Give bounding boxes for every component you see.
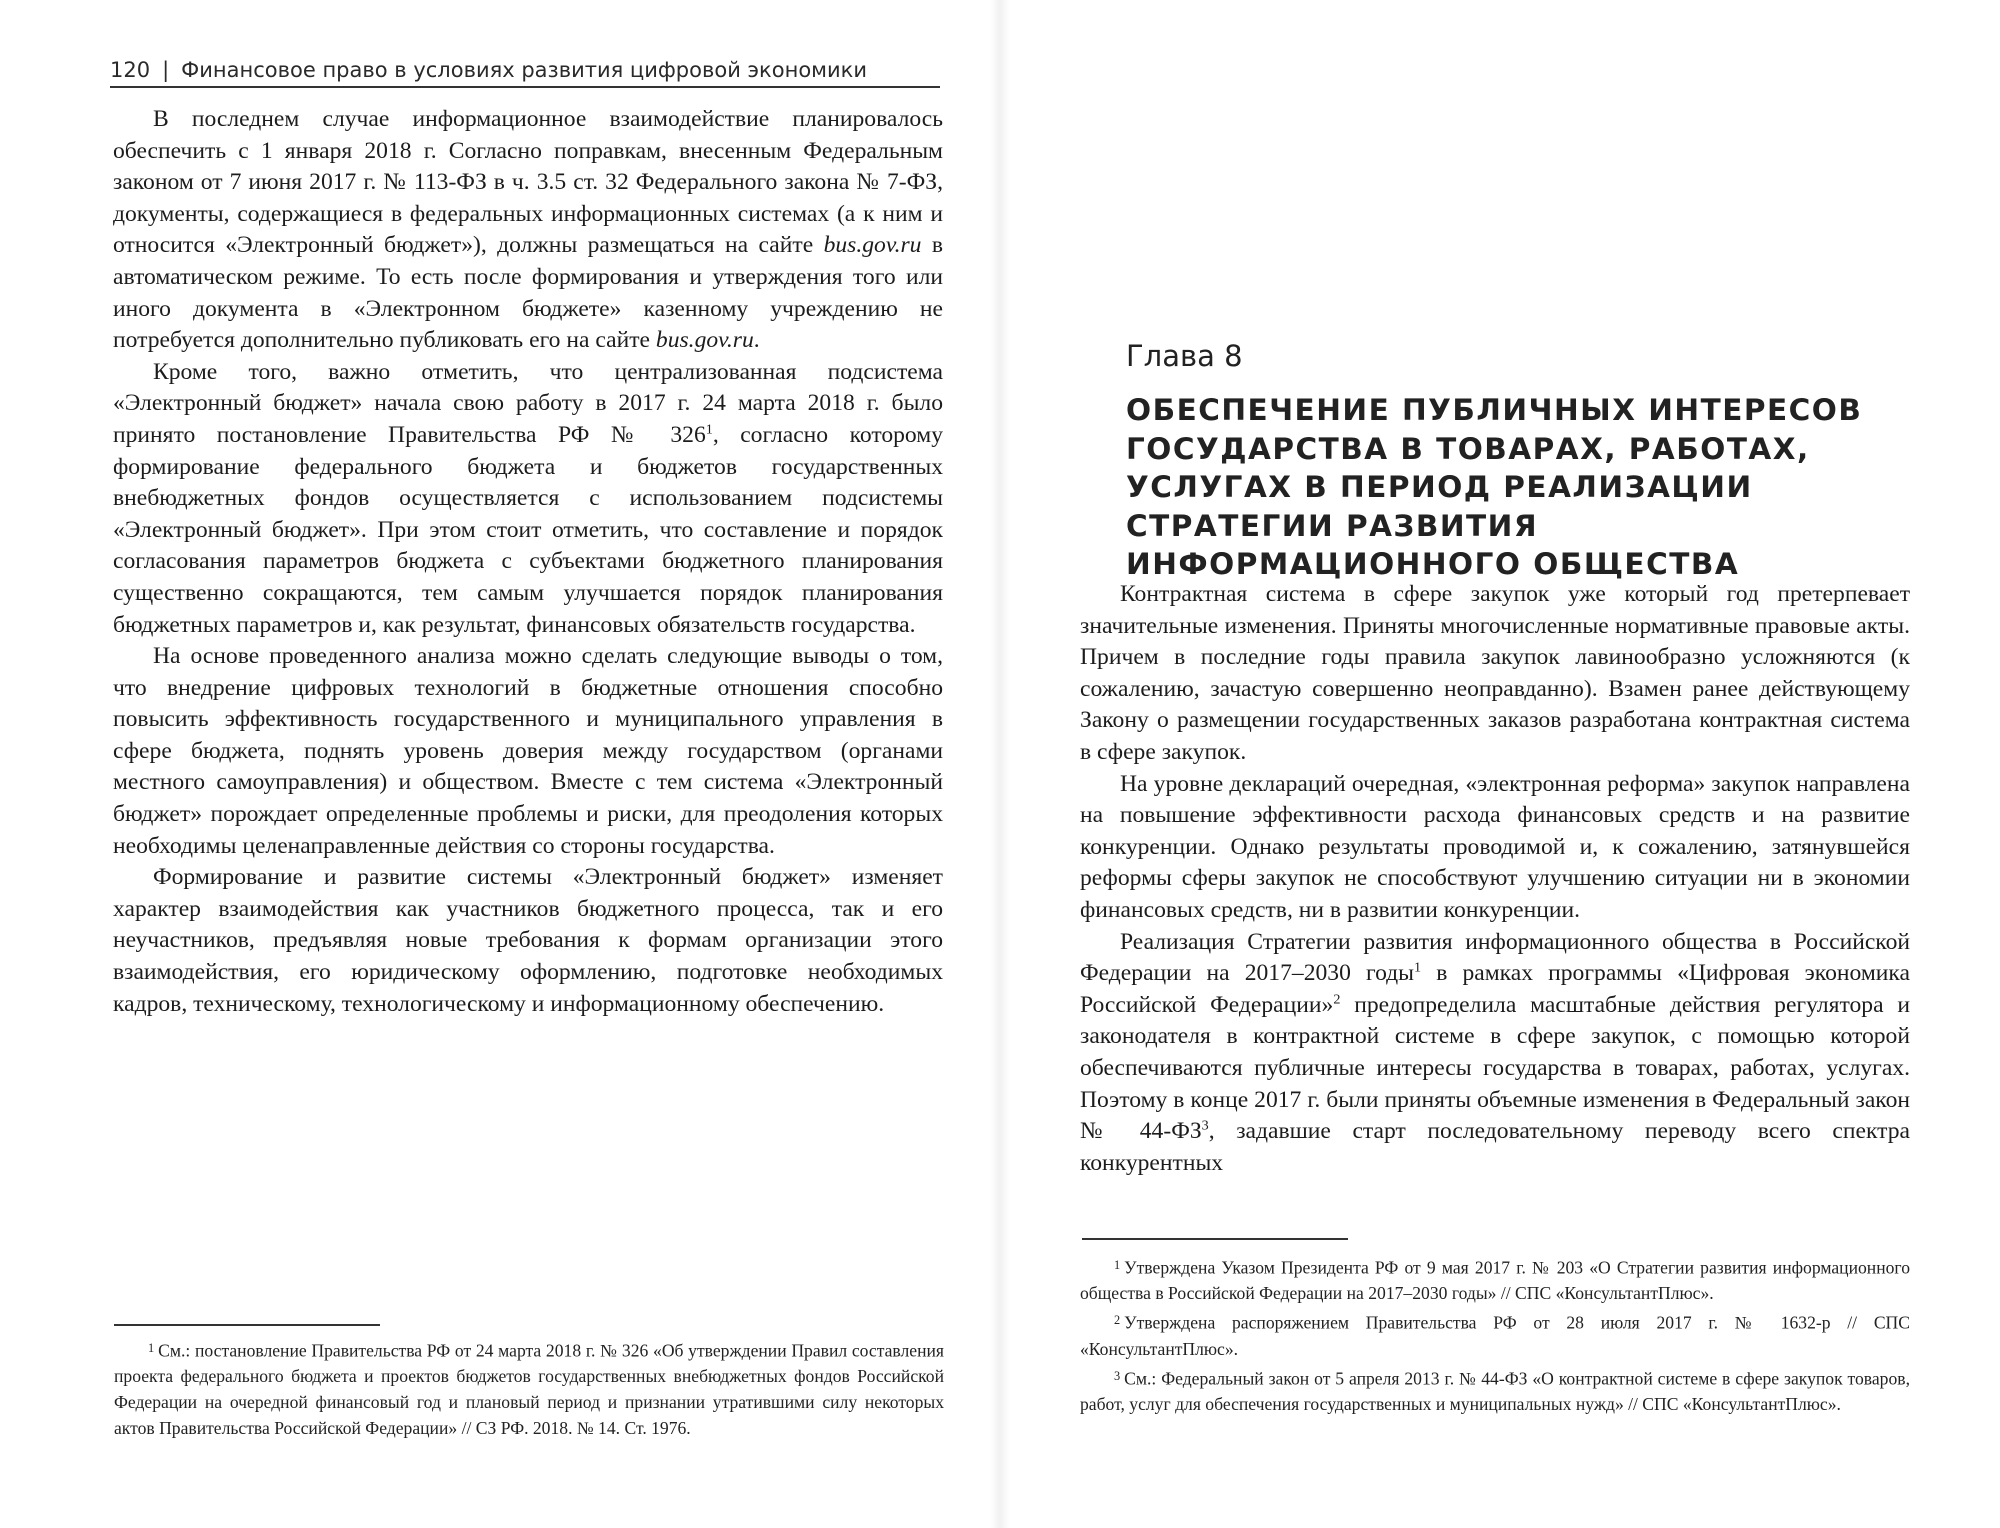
paragraph: Кроме того, важно отметить, что централизованная подсистема «Электронный бюджет» начала свою работу в 2017 г. 24 марта 2018 г. было принято постановление Правительства РФ № $326^1$, согласно которому формирование федерального бюджета и бюджетов государственных внебюджетных фондов осуществляется с использованием подсистемы «Электронный бюджет». При этом стоит отметить, что составление и порядок согласования параметров бюджета с субъектами бюджетного планирования существенно сокращаются, тем самым улучшается порядок планирования бюджетных параметров и, как результат, финансовых обязательств государства.: [113, 358, 943, 638]
header-separator: |: [162, 58, 170, 82]
paragraph: Реализация Стратегии развития информационного общества в Российской Федерации на 2017–2030 годы$^1$ в рамках программы «Цифровая экономика Российской Федерации»$^2$ предопределила масштабные действия регулятора и законодателя в контрактной системе в сфере закупок, с помощью которой обеспечиваются публичные интересы государства в товарах, работах, услугах. Поэтому в конце 2017 г. были приняты объемные изменения в Федеральный закон № $44-ФЗ^3$, задавшие старт последовательному переводу всего спектра конкурентных: [1080, 928, 1910, 1176]
footnote-mark: 2: [1114, 1313, 1121, 1328]
footnote-ref: 1: [1414, 959, 1422, 976]
right-page: [1000, 0, 2000, 1528]
right-body-text: [1080, 579, 1910, 1179]
footnote-mark: 3: [1114, 1368, 1121, 1383]
footnote-mark: 1: [1114, 1258, 1121, 1272]
paragraph: На основе проведенного анализа можно сделать следующие выводы о том, что внедрение цифровых технологий в бюджетные отношения способно повысить эффективность государственного и муниципального управления в сфере бюджета, поднять уровень доверия между государством (органами местного самоуправления) и обществом. Вместе с тем система «Электронный бюджет» порождает определенные проблемы и риски, для преодоления которых необходимы целенаправленные действия со стороны государства.: [113, 643, 943, 859]
footnote-mark: 1: [148, 1341, 155, 1355]
running-head: [110, 58, 940, 82]
header-rule: [110, 86, 940, 88]
footnote: $^2$ Утверждена распоряжением Правительства РФ от 28 июля 2017 г. № 1632-р // СПС «КонсультантПлюс».: [1080, 1312, 1910, 1359]
left-footnotes: [114, 1335, 944, 1442]
footnote-rule: [114, 1324, 380, 1326]
footnote-ref: 2: [1333, 991, 1341, 1008]
footnote: $^1$ Утверждена Указом Президента РФ от 9 мая 2017 г. № 203 «О Стратегии развития информационного общества в Российской Федерации на 2017–2030 годы» // СПС «КонсультантПлюс».: [1080, 1257, 1910, 1304]
right-footnotes: [1080, 1252, 1910, 1418]
paragraph: Контрактная система в сфере закупок уже который год претерпевает значительные изменения. Приняты многочисленные нормативные правовые акты. Причем в последние годы правила закупок лавинообразно усложняются (к сожалению, зачастую совершенно неоправданно). Взамен ранее действующему Закону о размещении государственных заказов разработана контрактная система в сфере закупок.: [1080, 581, 1910, 765]
paragraph: На уровне деклараций очередная, «электронная реформа» закупок направлена на повышение эффективности расхода финансовых средств и на развитие конкуренции. Однако результаты проводимой и, к сожалению, затянувшейся реформы сферы закупок не способствуют улучшению ситуации ни в экономии финансовых средств, ни в развитии конкуренции.: [1080, 770, 1910, 923]
footnote-ref: 3: [1201, 1117, 1209, 1134]
page-number: 120: [110, 58, 151, 82]
paragraph: Формирование и развитие системы «Электронный бюджет» изменяет характер взаимодействия как участников бюджетного процесса, так и его неучастников, предъявляя новые требования к формам организации этого взаимодействия, его юридическому оформлению, подготовке необходимых кадров, техническому, технологическому и информационному обеспечению.: [113, 864, 943, 1017]
footnote: $^1$ См.: постановление Правительства РФ от 24 марта 2018 г. № 326 «Об утверждении Правил составления проекта федерального бюджета и проектов бюджетов государственных внебюджетных фондов Российской Федерации на очередной финансовый год и плановый период и признании утратившими силу некоторых актов Правительства Российской Федерации» // СЗ РФ. 2018. № 14. Ст. 1976.: [114, 1340, 944, 1439]
footnote: $^3$ См.: Федеральный закон от 5 апреля 2013 г. № 44-ФЗ «О контрактной системе в сфере закупок товаров, работ, услуг для обеспечения государственных и муниципальных нужд» // СПС «КонсультантПлюс».: [1080, 1367, 1910, 1414]
footnote-rule: [1082, 1238, 1348, 1240]
book-title: Финансовое право в условиях развития цифровой экономики: [181, 58, 867, 82]
chapter-label: Глава 8: [1126, 339, 1243, 373]
paragraph: В последнем случае информационное взаимодействие планировалось обеспечить с 1 января 2018 г. Согласно поправкам, внесенным Федеральным законом от 7 июня 2017 г. № 113-ФЗ в ч. 3.5 ст. 32 Федерального закона № 7-ФЗ, документы, содержащиеся в федеральных информационных системах (а к ним и относится «Электронный бюджет»), должны размещаться на сайте bus.gov.ru в автоматическом режиме. То есть после формирования и утверждения того или иного документа в «Электронном бюджете» казенному учреждению не потребуется дополнительно публиковать его на сайте bus.gov.ru.: [113, 106, 943, 354]
footnote-ref: 1: [705, 421, 713, 438]
chapter-title: ОБЕСПЕЧЕНИЕ ПУБЛИЧНЫХ ИНТЕРЕСОВ ГОСУДАРСТВА В ТОВАРАХ, РАБОТАХ, УСЛУГАХ В ПЕРИОД РЕАЛИЗАЦИИ СТРАТЕГИИ РАЗВИТИЯ ИНФОРМАЦИОННОГО ОБЩЕСТВА: [1126, 393, 1863, 581]
left-body-text: [113, 104, 943, 1020]
